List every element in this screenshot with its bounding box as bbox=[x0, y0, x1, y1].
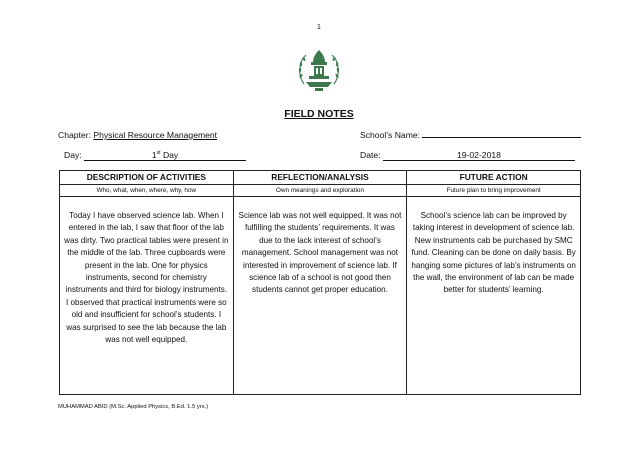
page-number: 1 bbox=[317, 24, 321, 31]
day-line bbox=[64, 150, 246, 161]
column-header: FUTURE ACTION bbox=[407, 171, 581, 185]
column-subheader: Own meanings and exploration bbox=[233, 185, 407, 197]
table-row bbox=[60, 197, 581, 395]
future-action-cell: School’s science lab can be improved by taking interest in development of science lab. New instruments cab be purchased by SMC fund. Cleaning can be done on daily basis. By hanging some pictures of lab’s instruments on the wall, the environment of lab can be made better for students’ learning. bbox=[407, 197, 581, 395]
day-label: Day: bbox=[64, 150, 85, 160]
school-name-line bbox=[360, 130, 581, 140]
chapter-value: Physical Resource Management bbox=[93, 130, 218, 140]
day-value: 1st Day bbox=[84, 150, 246, 161]
column-header: REFLECTION/ANALYSIS bbox=[233, 171, 407, 185]
reflection-analysis-cell: Science lab was not well equipped. It was not fulfilling the students’ requirements. It was due to the lack interest of school’s management. School management was not interested in improvement of science lab. If science lab of a school is not good then students cannot get proper education. bbox=[233, 197, 407, 395]
school-name-label: School’s Name: bbox=[360, 130, 423, 140]
page-title: FIELD NOTES bbox=[284, 108, 354, 120]
footer-author: MUHAMMAD ABID (M.Sc. Applied Physics, B.Ed. 1.5 yrs.) bbox=[58, 404, 209, 410]
date-line bbox=[360, 150, 575, 161]
description-of-activities-cell: Today I have observed science lab. When I entered in the lab, I saw that floor of the lab was dirty. Two practical tables were present in the middle of the lab. Three cupboards were present in the lab. One for physics instruments, second for chemistry instruments and third for biology instruments. I observed that practical instruments were so old and insufficient for school’s students. I was surprised to see the lab because the lab was not well equipped. bbox=[60, 197, 234, 395]
school-name-value bbox=[422, 137, 581, 138]
chapter-label: Chapter: bbox=[58, 130, 94, 140]
table-header-row bbox=[60, 171, 581, 185]
date-value: 19-02-2018 bbox=[383, 150, 575, 161]
column-header: DESCRIPTION OF ACTIVITIES bbox=[60, 171, 234, 185]
date-label: Date: bbox=[360, 150, 383, 160]
table-subheader-row bbox=[60, 185, 581, 197]
column-subheader: Who, what, when, where, why, how bbox=[60, 185, 234, 197]
column-subheader: Future plan to bring improvement bbox=[407, 185, 581, 197]
university-logo bbox=[292, 46, 346, 96]
field-notes-table bbox=[59, 170, 581, 395]
chapter-line bbox=[58, 130, 217, 140]
